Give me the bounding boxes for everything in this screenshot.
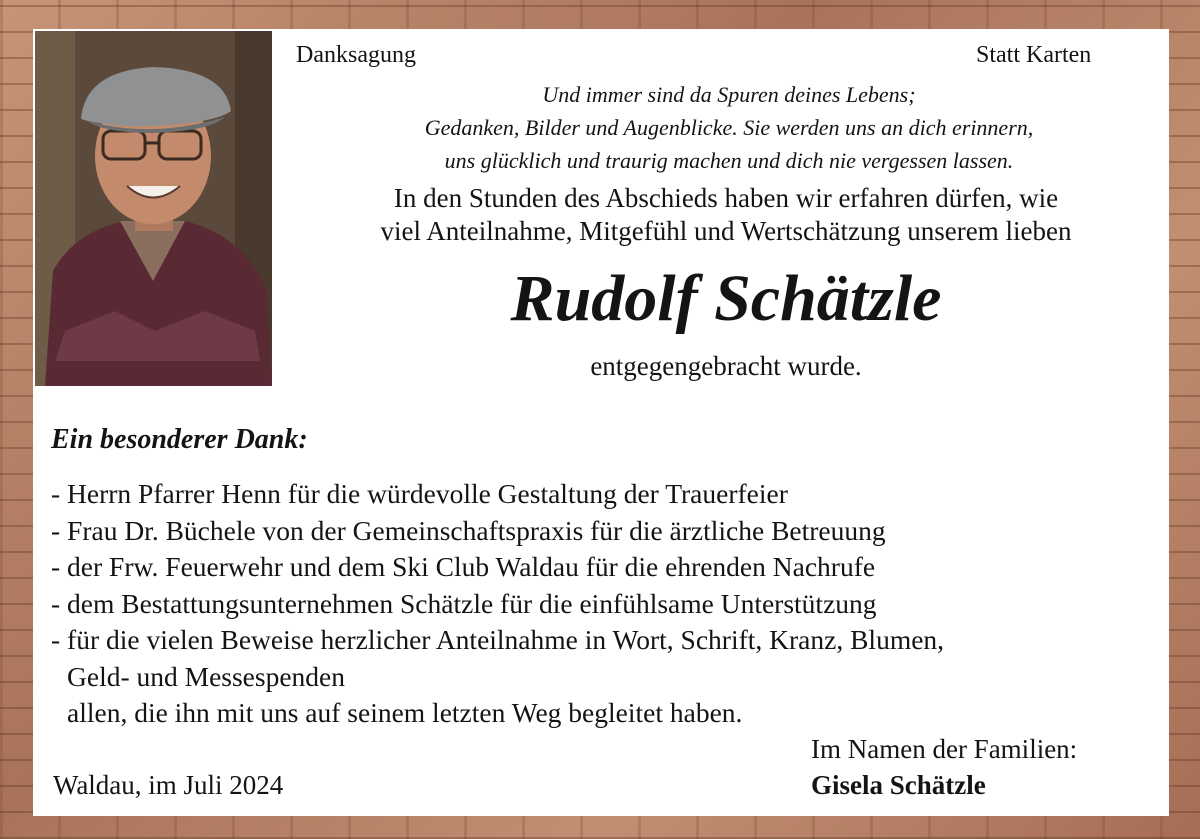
thanks-item: - der Frw. Feuerwehr und dem Ski Club Waldau für die ehrenden Nachrufe bbox=[51, 551, 876, 582]
intro-line: In den Stunden des Abschieds haben wir erfahren dürfen, wie bbox=[393, 183, 1059, 213]
thanks-title: Ein besonderer Dank: bbox=[51, 424, 308, 455]
poem bbox=[303, 78, 1155, 177]
thanks-item: - Herrn Pfarrer Henn für die würdevolle Gestaltung der Trauerfeier bbox=[51, 478, 788, 509]
thanks-continuation: Geld- und Messespenden bbox=[67, 660, 345, 692]
thanks-item: - Frau Dr. Büchele von der Gemeinschaftspraxis für die ärztliche Betreuung bbox=[51, 514, 886, 546]
header-danksagung: Danksagung bbox=[296, 42, 416, 68]
signature: Gisela Schätzle bbox=[811, 770, 986, 800]
after-name-text: entgegengebracht wurde. bbox=[590, 351, 862, 381]
intro-text bbox=[293, 182, 1159, 248]
portrait-photo bbox=[35, 31, 272, 386]
poem-line: Und immer sind da Spuren deines Lebens; bbox=[542, 82, 916, 107]
place-date: Waldau, im Juli 2024 bbox=[53, 770, 284, 800]
on-behalf-label: Im Namen der Familien: bbox=[811, 734, 1078, 764]
header-statt-karten: Statt Karten bbox=[976, 42, 1092, 68]
thanks-item: - dem Bestattungsunternehmen Schätzle für die einfühlsame Unterstützung bbox=[51, 587, 877, 619]
obituary-card bbox=[33, 29, 1169, 816]
thanks-item: - für die vielen Beweise herzlicher Anteilnahme in Wort, Schrift, Kranz, Blumen, bbox=[51, 624, 945, 655]
thanks-continuation: allen, die ihn mit uns auf seinem letzten Weg begleitet haben. bbox=[67, 697, 743, 728]
portrait-illustration bbox=[35, 31, 272, 386]
deceased-name: Rudolf Schätzle bbox=[510, 262, 942, 335]
poem-line: Gedanken, Bilder und Augenblicke. Sie werden uns an dich erinnern, bbox=[424, 115, 1034, 140]
thanks-list bbox=[51, 476, 944, 732]
intro-line: viel Anteilnahme, Mitgefühl und Wertschätzung unserem lieben bbox=[380, 216, 1072, 246]
poem-line: uns glücklich und traurig machen und dich nie vergessen lassen. bbox=[444, 148, 1014, 173]
